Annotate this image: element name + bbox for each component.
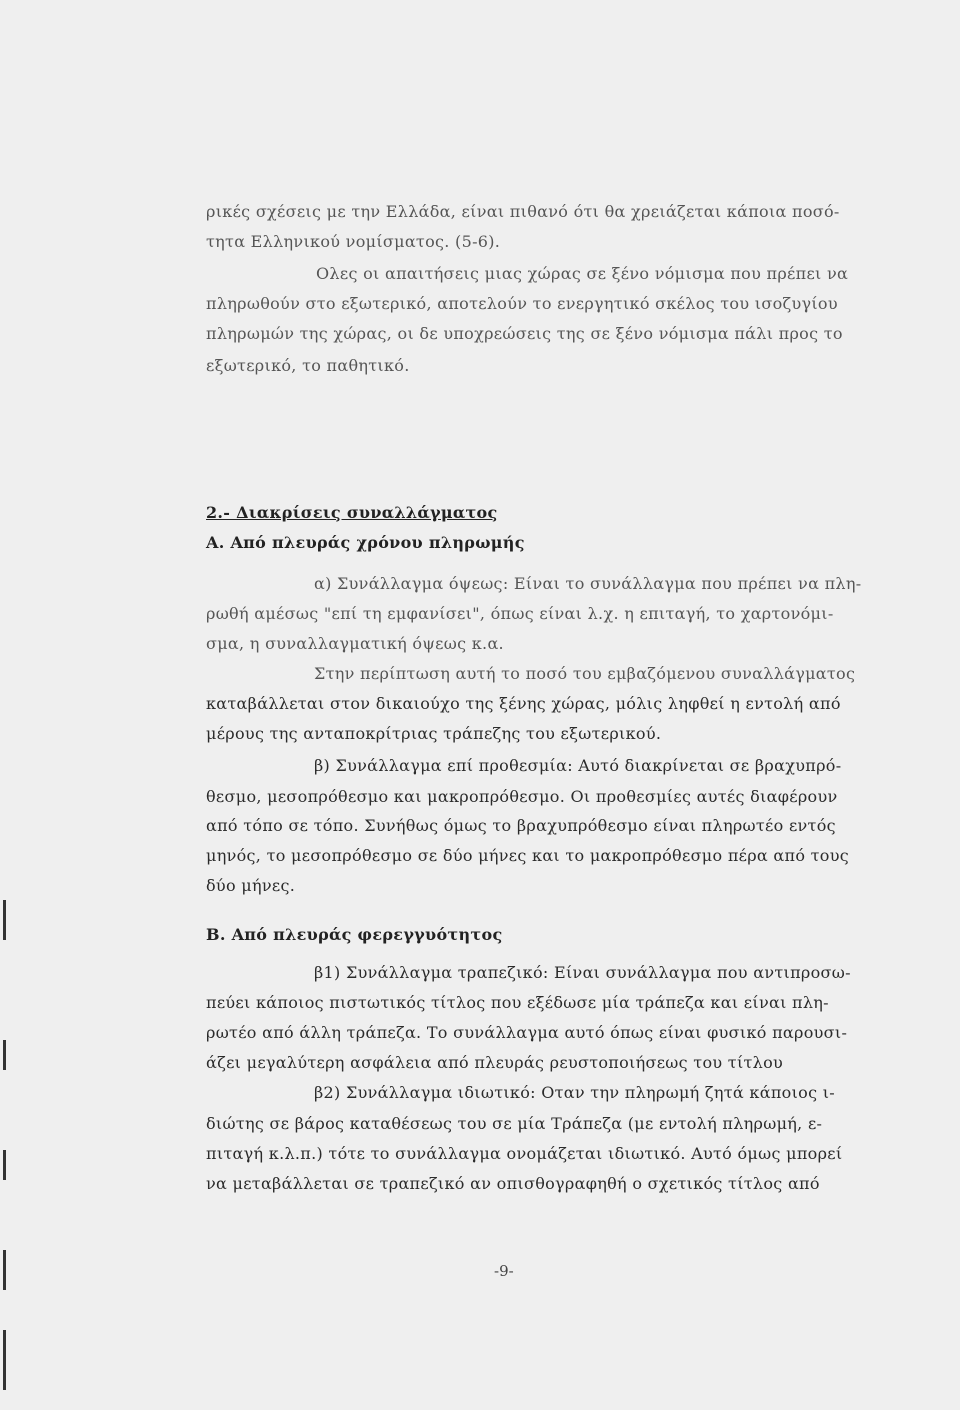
text-line: β1) Συνάλλαγμα τραπεζικό: Είναι συνάλλαγμα που αντιπροσω- [314, 963, 851, 982]
text-line: β2) Συνάλλαγμα ιδιωτικό: Οταν την πληρωμή ζητά κάποιος ι- [314, 1083, 836, 1102]
text-line: πιταγή κ.λ.π.) τότε το συνάλλαγμα ονομάζεται ιδιωτικό. Αυτό όμως μπορεί [206, 1144, 843, 1163]
subsection-heading-a: Α. Από πλευράς χρόνου πληρωμής [206, 533, 525, 552]
section-heading: 2.- Διακρίσεις συναλλάγματος [206, 503, 498, 522]
scan-edge-mark [3, 1330, 6, 1390]
text-line: από τόπο σε τόπο. Συνήθως όμως το βραχυπρόθεσμο είναι πληρωτέο εντός [206, 816, 836, 835]
text-line: τητα Ελληνικού νομίσματος. (5-6). [206, 232, 501, 251]
text-line: Στην περίπτωση αυτή το ποσό του εμβαζόμενου συναλλάγματος [314, 664, 856, 683]
text-line: διώτης σε βάρος καταθέσεως του σε μία Τράπεζα (με εντολή πληρωμή, ε- [206, 1114, 823, 1133]
text-line: να μεταβάλλεται σε τραπεζικό αν οπισθογραφηθή ο σχετικός τίτλος από [206, 1174, 820, 1193]
text-line: καταβάλλεται στον δικαιούχο της ξένης χώρας, μόλις ληφθεί η εντολή από [206, 694, 841, 713]
text-line: μέρους της ανταποκρίτριας τράπεζης του εξωτερικού. [206, 724, 662, 743]
scan-edge-mark [3, 1150, 6, 1180]
page-number: -9- [494, 1262, 514, 1280]
scan-edge-mark [3, 1040, 6, 1070]
text-line: πληρωθούν στο εξωτερικό, αποτελούν το ενεργητικό σκέλος του ισοζυγίου [206, 294, 838, 313]
text-line: εξωτερικό, το παθητικό. [206, 356, 410, 375]
text-line: ρωθή αμέσως "επί τη εμφανίσει", όπως είναι λ.χ. η επιταγή, το χαρτονόμι- [206, 604, 834, 623]
text-line: σμα, η συναλλαγματική όψεως κ.α. [206, 634, 504, 653]
text-line: Ολες οι απαιτήσεις μιας χώρας σε ξένο νόμισμα που πρέπει να [316, 264, 849, 283]
text-line: ρωτέο από άλλη τράπεζα. Το συνάλλαγμα αυτό όπως είναι φυσικό παρουσι- [206, 1023, 848, 1042]
text-line: μηνός, το μεσοπρόθεσμο σε δύο μήνες και το μακροπρόθεσμο πέρα από τους [206, 846, 850, 865]
text-line: α) Συνάλλαγμα όψεως: Είναι το συνάλλαγμα που πρέπει να πλη- [314, 574, 862, 593]
text-line: πεύει κάποιος πιστωτικός τίτλος που εξέδωσε μία τράπεζα και είναι πλη- [206, 993, 829, 1012]
text-line: άζει μεγαλύτερη ασφάλεια από πλευράς ρευστοποιήσεως του τίτλου [206, 1053, 784, 1072]
text-line: πληρωμών της χώρας, οι δε υποχρεώσεις της σε ξένο νόμισμα πάλι προς το [206, 324, 843, 343]
text-line: δύο μήνες. [206, 876, 296, 895]
scan-edge-mark [3, 900, 6, 940]
scan-edge-mark [3, 1250, 6, 1290]
text-line: θεσμο, μεσοπρόθεσμο και μακροπρόθεσμο. Οι προθεσμίες αυτές διαφέρουν [206, 787, 838, 806]
text-line: β) Συνάλλαγμα επί προθεσμία: Αυτό διακρίνεται σε βραχυπρό- [314, 756, 842, 775]
subsection-heading-b: Β. Από πλευράς φερεγγυότητος [206, 925, 503, 944]
text-line: ρικές σχέσεις με την Ελλάδα, είναι πιθανό ότι θα χρειάζεται κάποια ποσό- [206, 202, 840, 221]
